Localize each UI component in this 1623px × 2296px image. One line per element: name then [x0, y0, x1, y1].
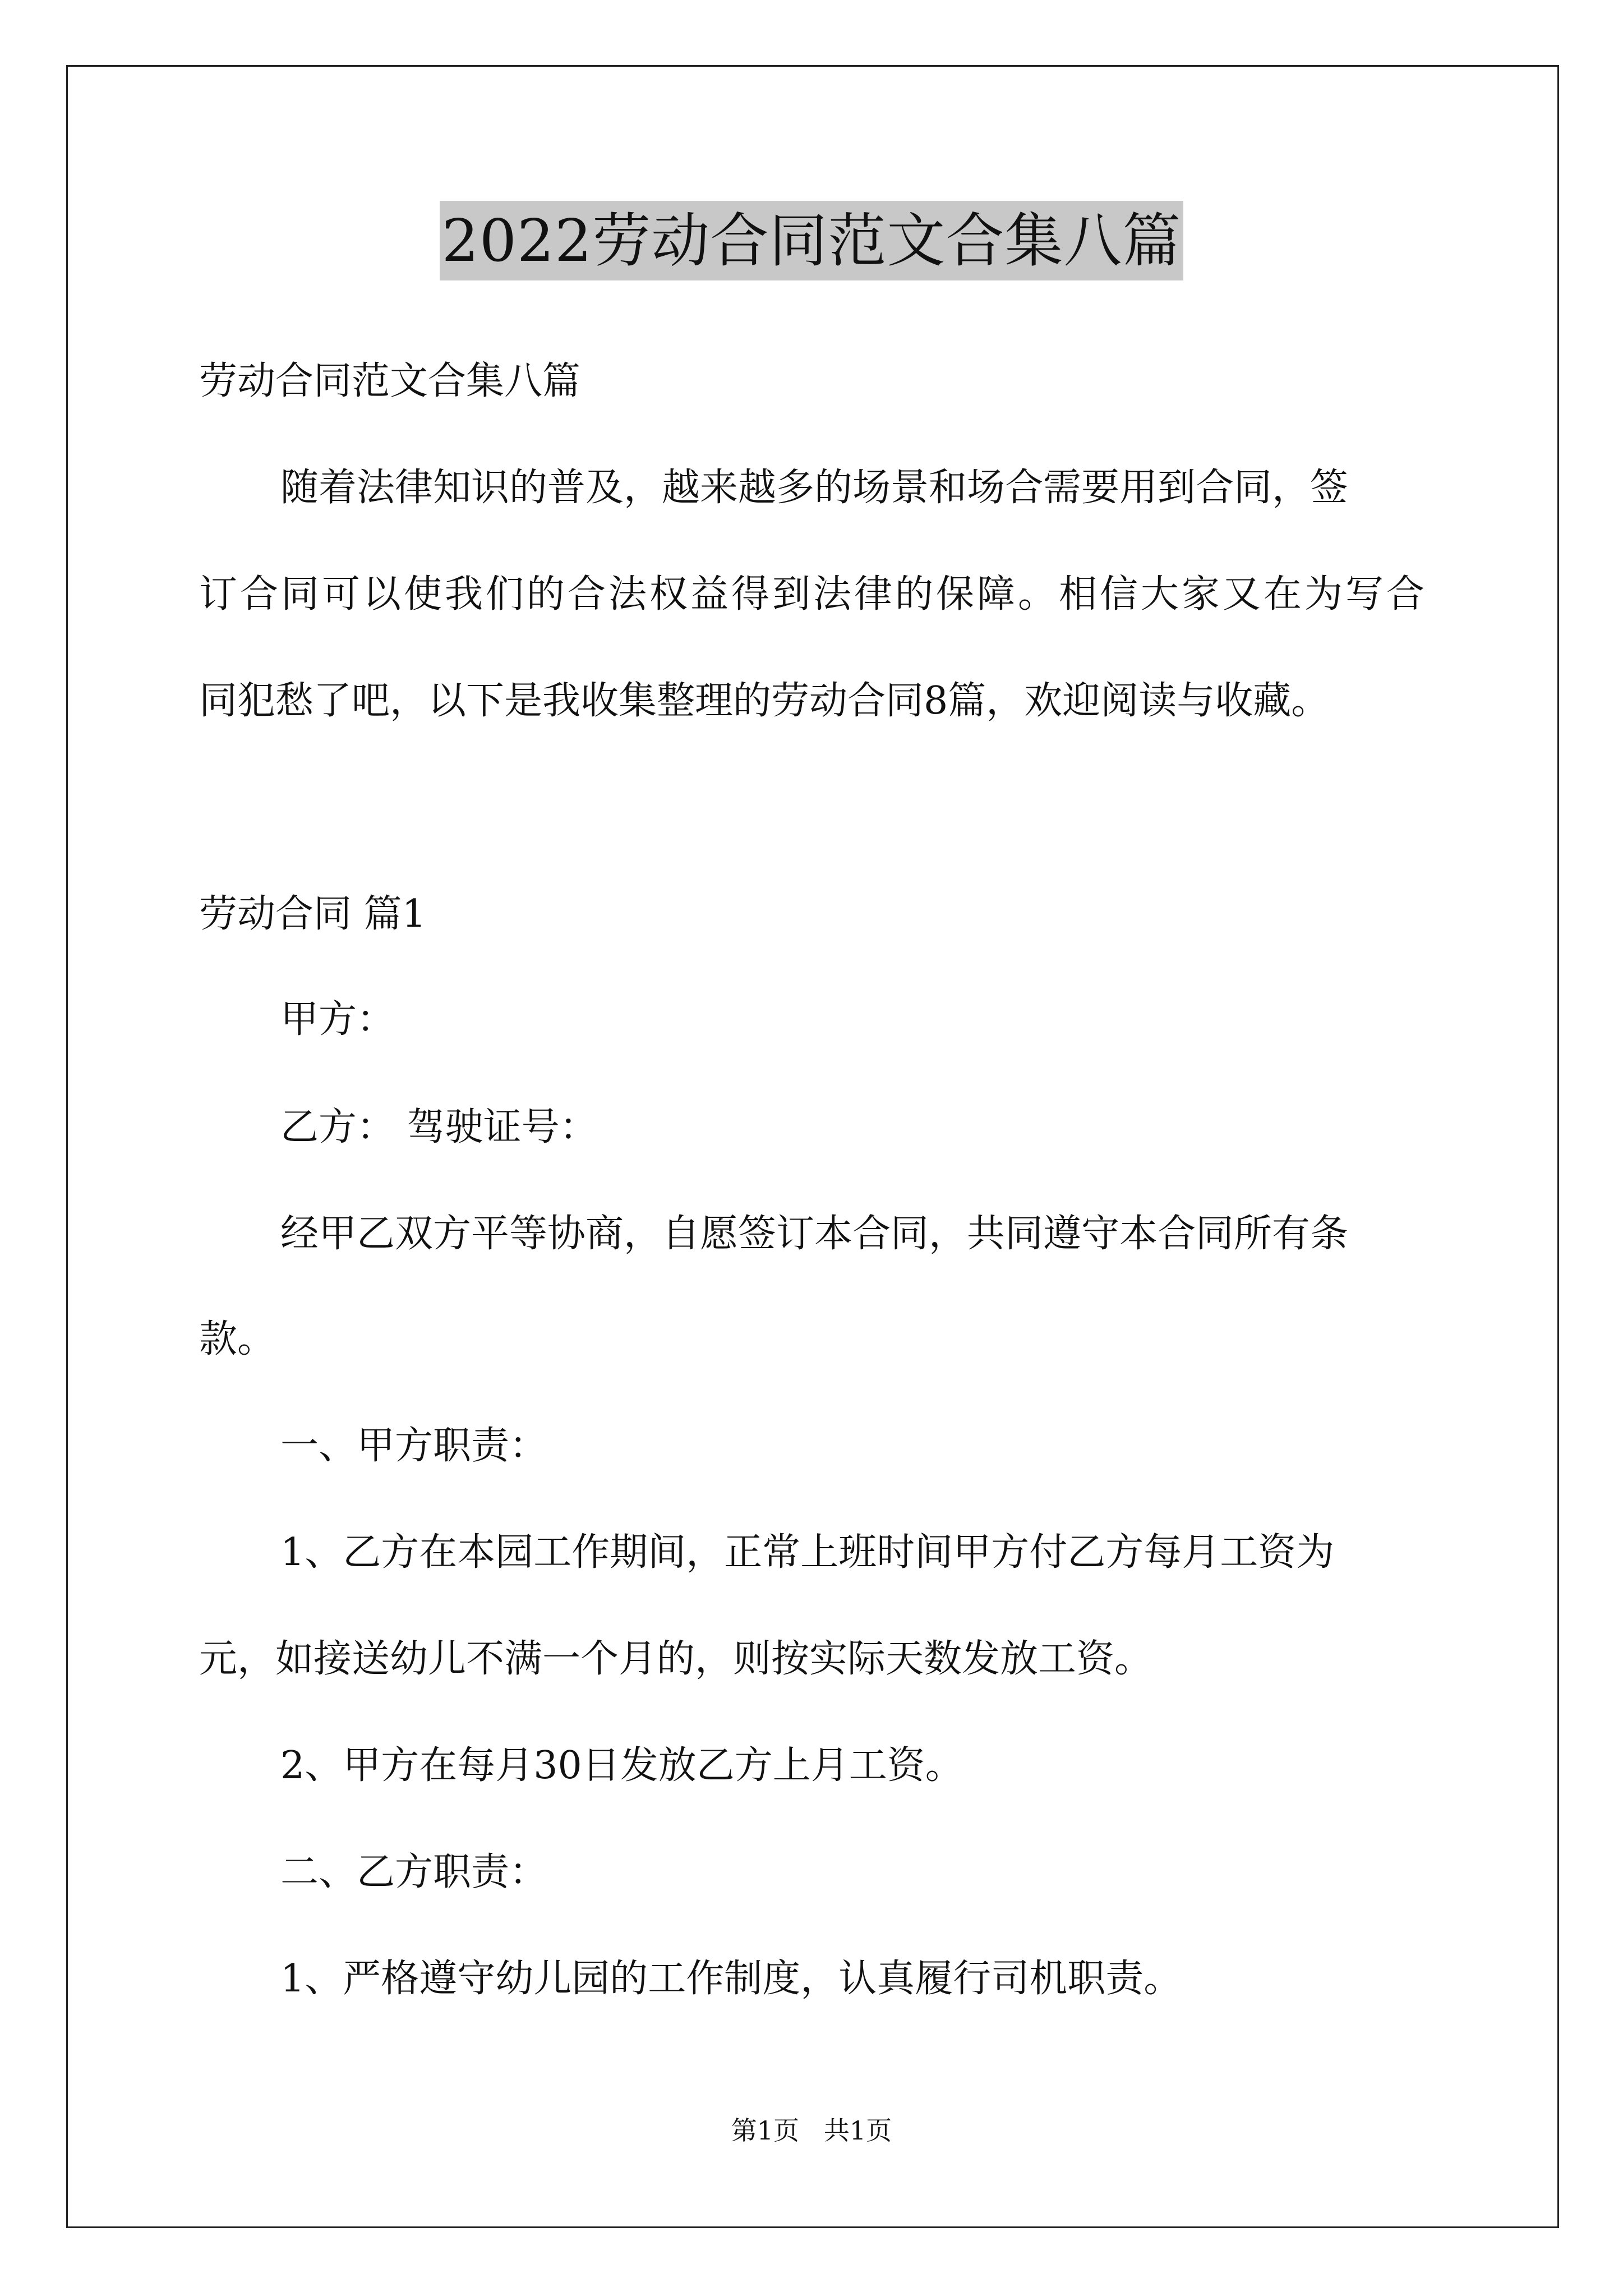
employer-duties-heading: 一、甲方职责： [280, 1424, 548, 1468]
party-b-field: 乙方： 驾驶证号： [280, 1105, 598, 1149]
document-title: 2022劳动合同范文合集八篇 [440, 201, 1184, 280]
employer-duty-1-line-2: 元，如接送幼儿不满一个月的，则按实际天数发放工资。 [199, 1637, 1153, 1681]
employee-duties-heading: 二、乙方职责： [280, 1850, 548, 1894]
title-container [0, 201, 1623, 280]
employee-duty-1: 1、严格遵守幼儿园的工作制度，认真履行司机职责。 [280, 1957, 1182, 2001]
intro-line-2: 订合同可以使我们的合法权益得到法律的保障。相信大家又在为写合 [199, 572, 1424, 616]
page-number-footer: 第1页 共1页 [731, 2115, 892, 2146]
employer-duty-1-line-1: 1、乙方在本园工作期间，正常上班时间甲方付乙方每月工资为 [280, 1530, 1335, 1575]
intro-line-1: 随着法律知识的普及，越来越多的场景和场合需要用到合同，签 [280, 466, 1349, 510]
employer-duty-2: 2、甲方在每月30日发放乙方上月工资。 [280, 1743, 963, 1788]
section-heading: 劳动合同 篇1 [199, 892, 426, 936]
intro-line-3: 同犯愁了吧，以下是我收集整理的劳动合同8篇，欢迎阅读与收藏。 [199, 679, 1330, 723]
agreement-line-2: 款。 [199, 1317, 276, 1361]
document-subtitle: 劳动合同范文合集八篇 [199, 359, 581, 403]
party-a-field: 甲方： [280, 997, 395, 1042]
agreement-line-1: 经甲乙双方平等协商，自愿签订本合同，共同遵守本合同所有条 [280, 1212, 1349, 1256]
